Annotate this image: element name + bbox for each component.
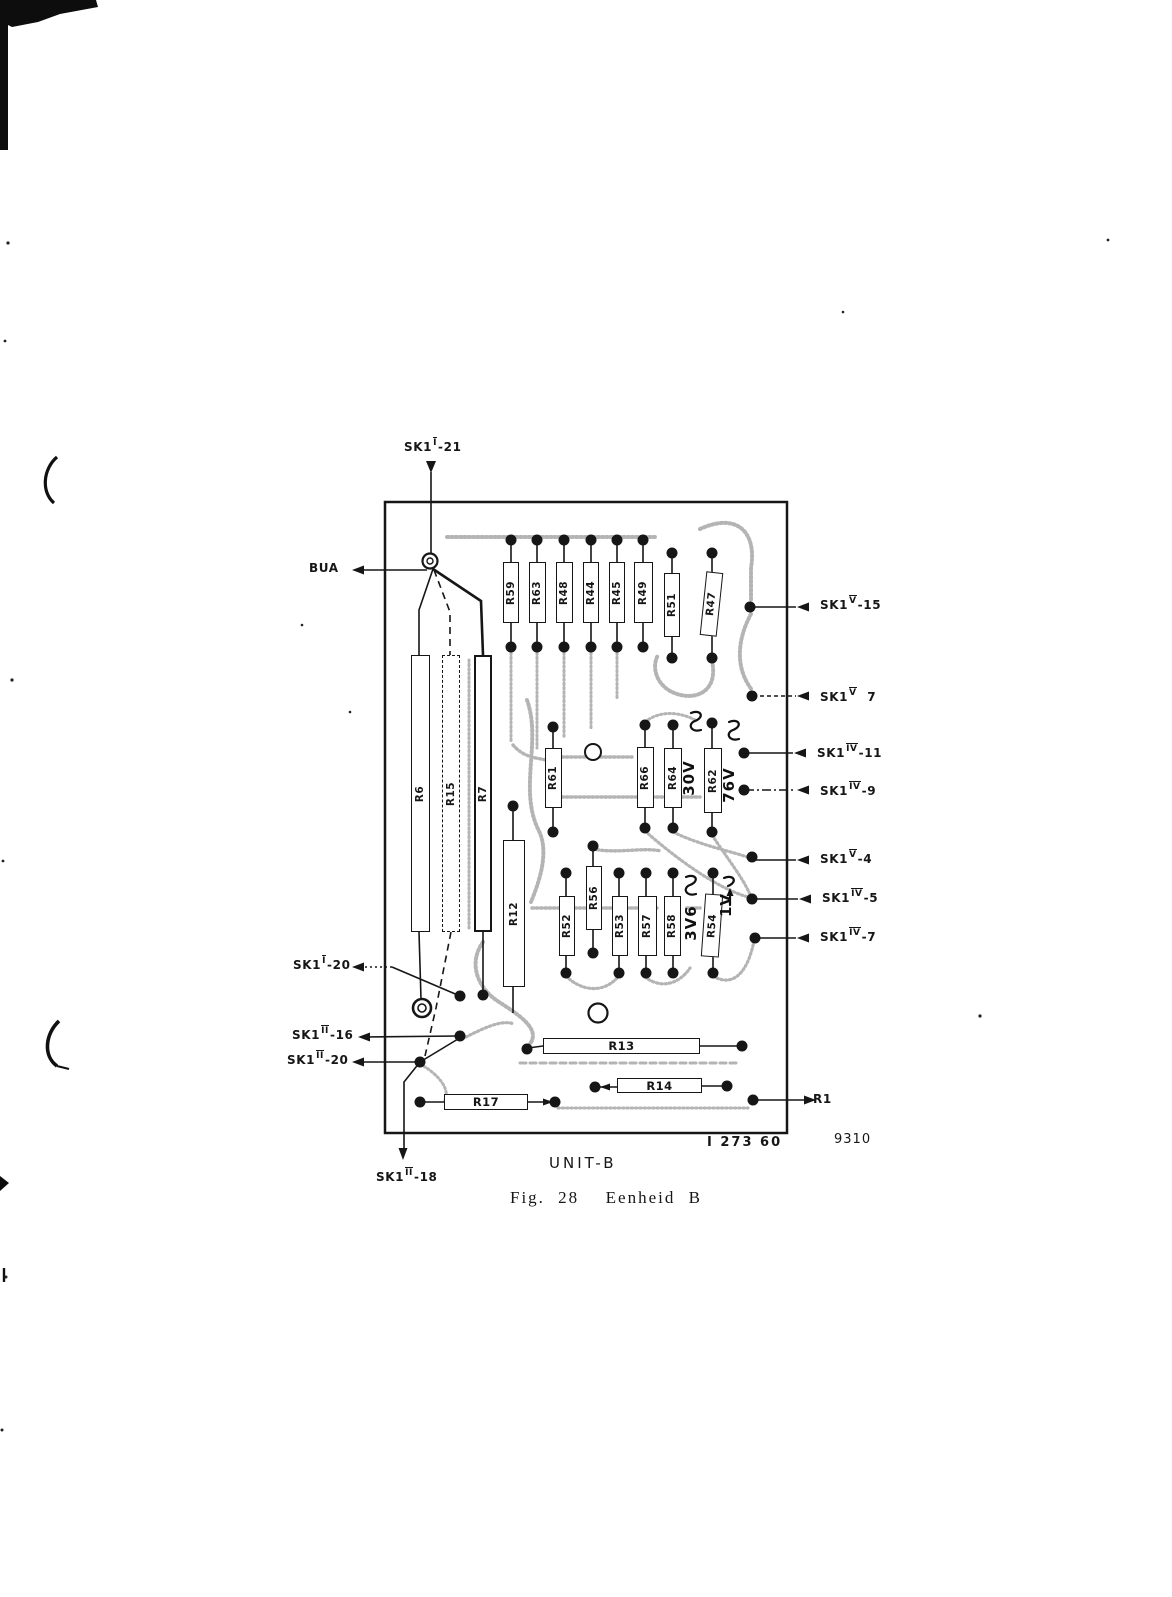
connector-roman-numeral: II (316, 1051, 324, 1061)
connector-pin: -4 (857, 852, 873, 866)
resistor-R59 (503, 562, 519, 623)
resistor-label: R48 (558, 580, 571, 605)
connector-label-left-SK1II-20 (287, 1053, 348, 1067)
connector-base: SK1 (293, 958, 322, 972)
resistor-R44 (583, 562, 599, 623)
resistor-label: R15 (445, 781, 458, 806)
resistor-label: R57 (641, 913, 654, 939)
resistor-R17 (444, 1094, 528, 1110)
resistor-label: R44 (585, 580, 598, 605)
connector-roman-numeral: V (849, 850, 857, 860)
connector-label-bottom-SK1II-18 (376, 1170, 437, 1184)
resistor-label: R61 (547, 765, 560, 791)
resistor-label: R53 (614, 913, 627, 939)
connector-label-right-SK1IV-7 (820, 930, 876, 944)
resistor-R45 (609, 562, 625, 623)
connector-base: SK1 (404, 440, 433, 454)
connector-pin: -16 (330, 1028, 354, 1042)
connector-label-right-SK1IV-9 (820, 784, 876, 798)
handwritten-annotation: 76V (720, 767, 738, 803)
resistor-label: R14 (646, 1078, 673, 1093)
resistor-label: R12 (508, 901, 521, 926)
resistor-R6 (411, 655, 430, 932)
connector-label-top-SK1I-21 (404, 440, 462, 454)
handwritten-annotation: 30V (680, 760, 698, 796)
resistor-label: R62 (707, 768, 720, 793)
connector-roman-numeral: I (322, 956, 327, 966)
resistor-R57 (638, 896, 657, 956)
resistor-R56 (586, 866, 602, 930)
connector-base: SK1 (817, 746, 846, 760)
connector-label-right-SK1V-15 (820, 598, 881, 612)
drawing-number: I 273 60 (707, 1135, 783, 1150)
connector-base: BUA (309, 561, 339, 575)
resistor-label: R13 (608, 1039, 635, 1053)
handwritten-annotation: 3V6 (682, 905, 700, 941)
page-number: 9310 (834, 1132, 872, 1147)
connector-roman-numeral: I (433, 438, 438, 448)
resistor-R14 (617, 1078, 702, 1093)
resistor-R7 (474, 655, 492, 932)
connector-roman-numeral: V (849, 688, 857, 698)
resistor-R58 (664, 896, 681, 956)
resistor-R49 (634, 562, 653, 623)
resistor-label: R54 (705, 913, 719, 938)
connector-base: R1 (813, 1092, 832, 1106)
connector-roman-numeral: IV (849, 928, 861, 938)
connector-roman-numeral: II (321, 1026, 329, 1036)
connector-label-left-SK1I-20 (293, 958, 351, 972)
connector-base: SK1 (376, 1170, 405, 1184)
unit-label: UNIT-B (549, 1154, 617, 1172)
connector-base: SK1 (820, 930, 849, 944)
connector-base: SK1 (820, 690, 849, 704)
resistor-label: R63 (531, 580, 544, 605)
connector-roman-numeral: IV (851, 889, 863, 899)
resistor-label: R56 (588, 885, 601, 911)
connector-base: SK1 (820, 852, 849, 866)
connector-pin: -9 (861, 784, 877, 798)
connector-pin: -7 (861, 930, 877, 944)
connector-pin: -20 (327, 958, 351, 972)
handwritten-annotation: 1V (717, 892, 735, 918)
connector-base: SK1 (820, 784, 849, 798)
connector-label-right-R1 (813, 1092, 832, 1106)
resistor-R61 (545, 748, 562, 808)
connector-label-right-SK1V-4 (820, 852, 872, 866)
resistor-label: R64 (667, 765, 680, 791)
connector-label-left-SK1II-16 (292, 1028, 353, 1042)
connector-pin: 7 (857, 690, 877, 704)
resistor-label: R58 (666, 913, 679, 939)
resistor-R48 (556, 562, 573, 623)
connector-base: SK1 (287, 1053, 316, 1067)
resistor-label: R49 (637, 580, 650, 605)
resistor-R13 (543, 1038, 700, 1054)
connector-pin: -11 (858, 746, 883, 760)
connector-pin: -20 (325, 1053, 349, 1067)
connector-pin: -15 (857, 598, 882, 612)
connector-base: SK1 (820, 598, 849, 612)
resistor-label: R66 (639, 765, 652, 790)
resistor-label: R7 (477, 785, 489, 802)
connector-pin: -18 (414, 1170, 438, 1184)
connector-pin: -21 (438, 440, 462, 454)
connector-roman-numeral: II (405, 1168, 413, 1178)
resistor-R52 (559, 896, 575, 956)
resistor-label: R17 (472, 1095, 500, 1109)
resistor-R66 (637, 747, 654, 808)
resistor-R51 (664, 573, 680, 637)
resistor-label: R6 (414, 785, 427, 802)
connector-label-right-SK1V7 (820, 690, 876, 704)
connector-label-left-BUA (309, 561, 339, 575)
resistor-R53 (612, 896, 628, 956)
connector-base: SK1 (292, 1028, 321, 1042)
resistor-R12 (503, 840, 525, 987)
resistor-label: R59 (505, 580, 518, 605)
resistor-R63 (529, 562, 546, 623)
resistor-label: R47 (704, 591, 719, 617)
connector-roman-numeral: IV (849, 782, 861, 792)
resistor-label: R45 (611, 580, 624, 605)
connector-roman-numeral: IV (846, 744, 858, 754)
connector-base: SK1 (822, 891, 851, 905)
figure-caption: Fig. 28 Eenheid B (510, 1188, 702, 1207)
connector-label-right-SK1IV-11 (817, 746, 882, 760)
connector-pin: -5 (863, 891, 879, 905)
resistor-label: R51 (666, 592, 679, 618)
connector-roman-numeral: V (849, 596, 857, 606)
resistor-label: R52 (561, 913, 574, 939)
connector-label-right-SK1IV-5 (822, 891, 878, 905)
resistor-R15 (442, 655, 460, 932)
